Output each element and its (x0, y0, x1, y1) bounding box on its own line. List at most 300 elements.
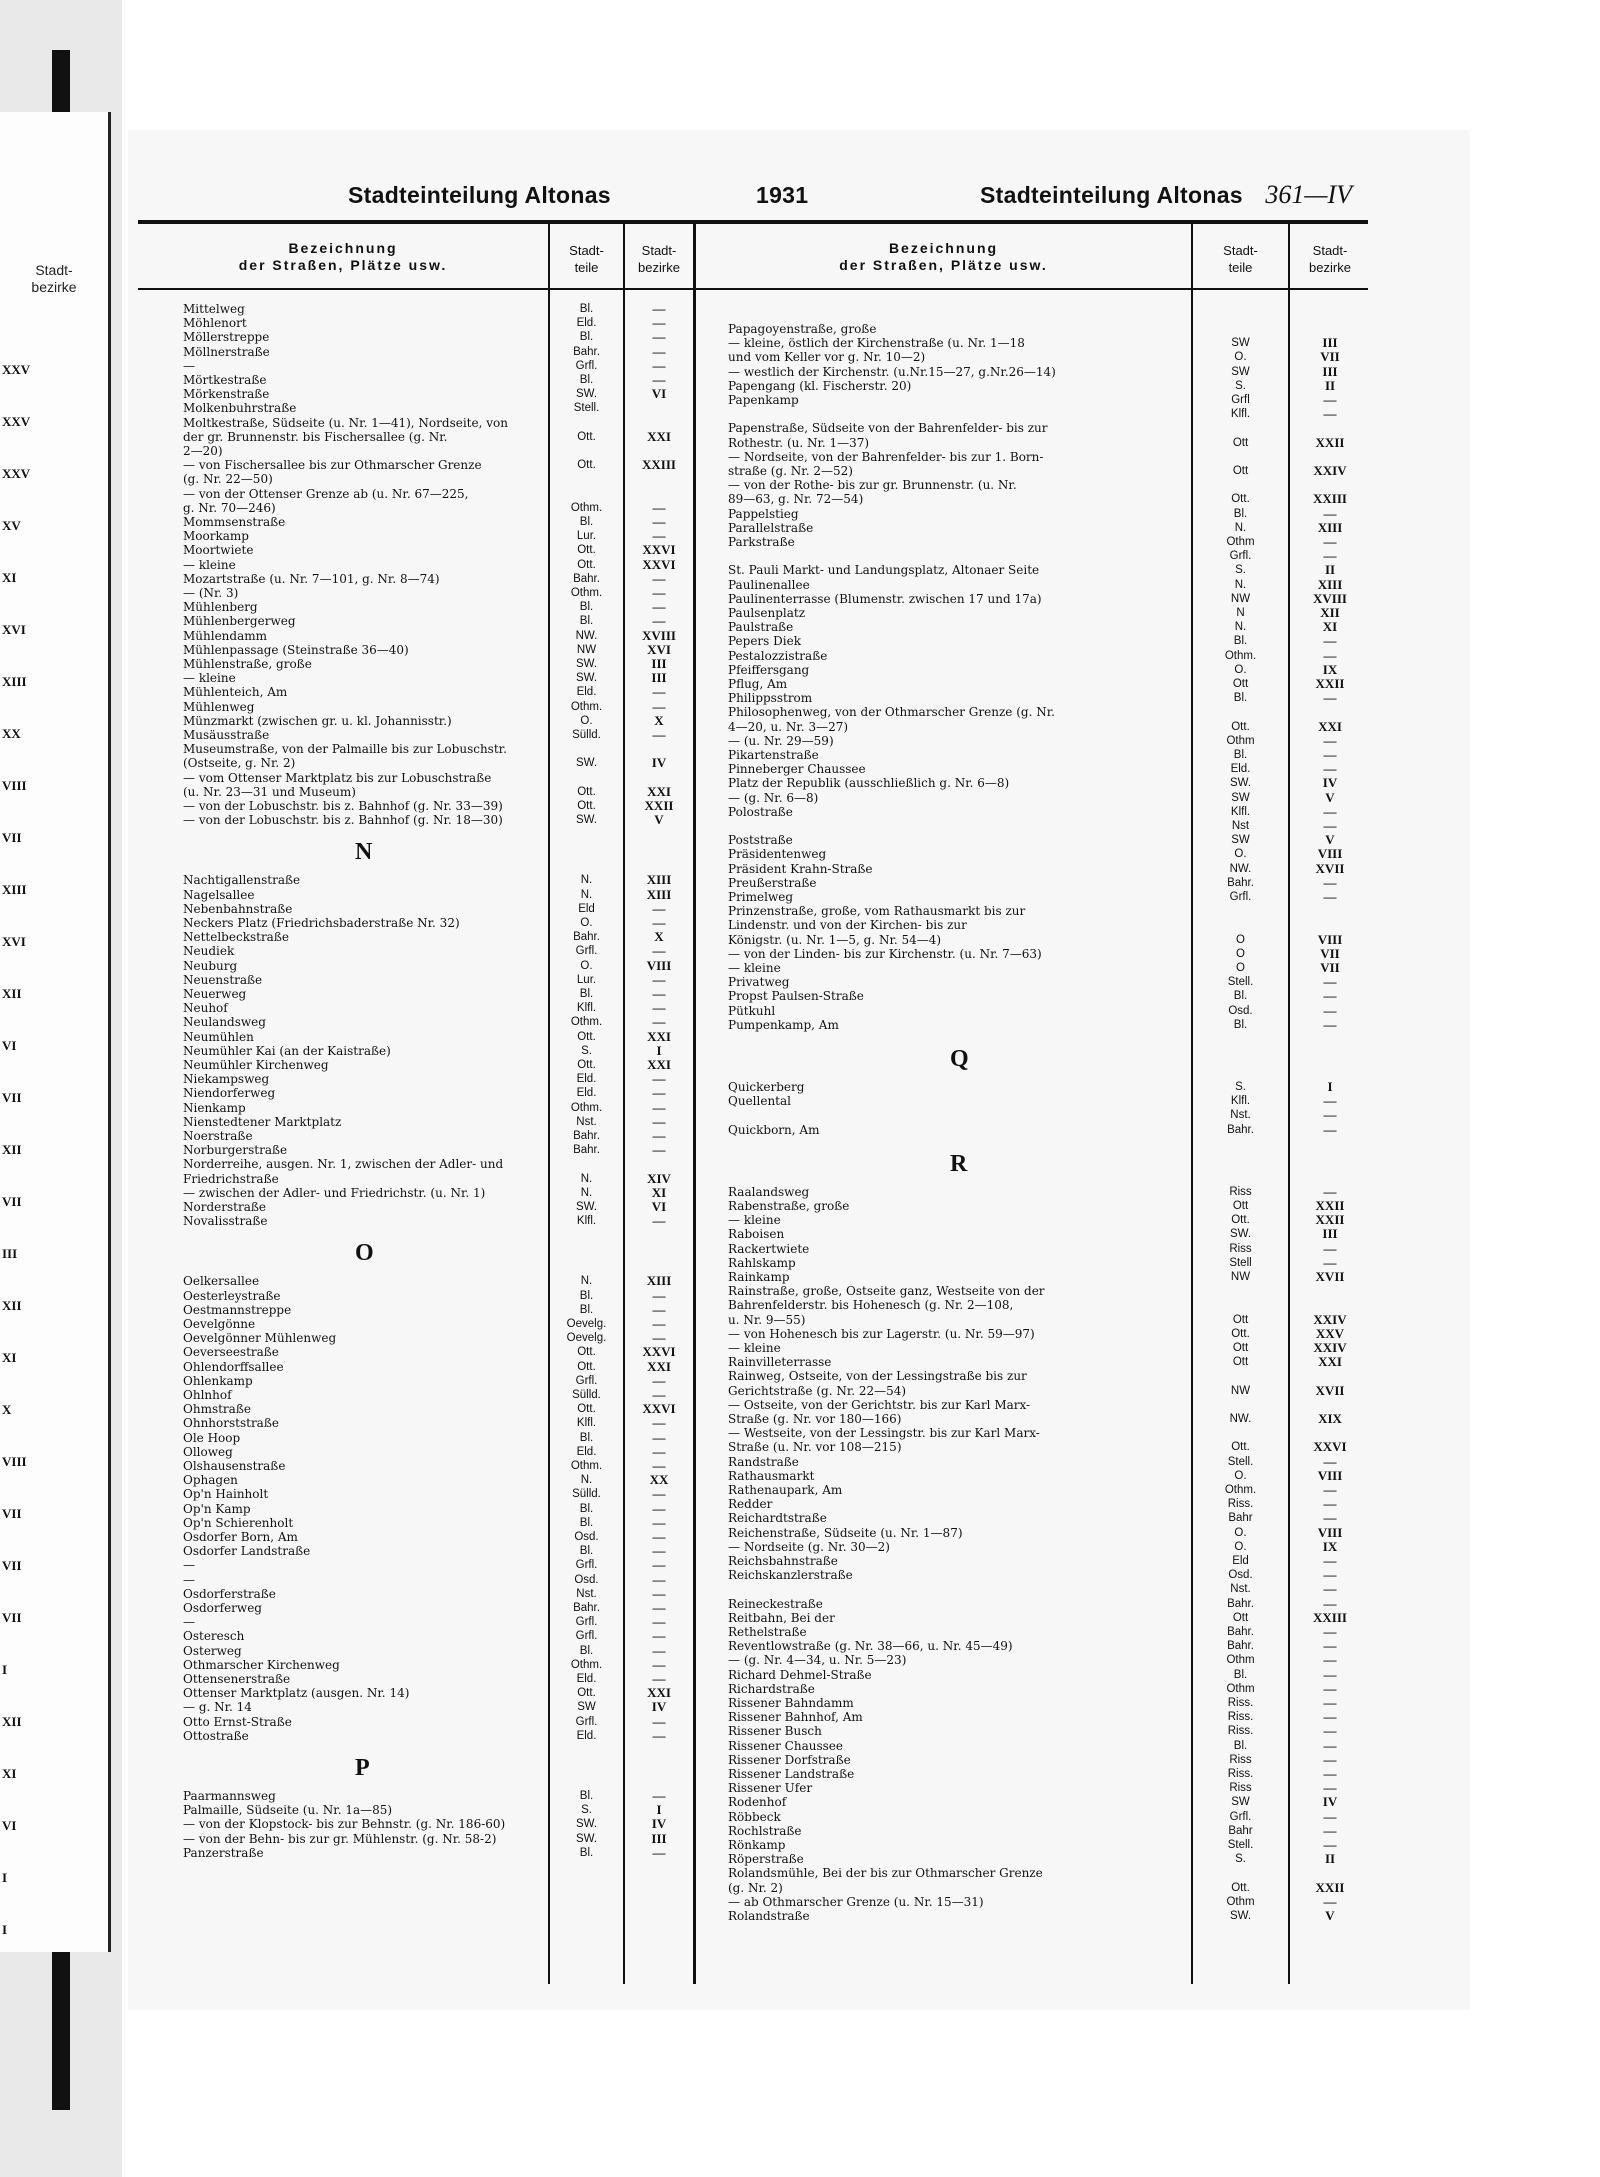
street-row (728, 1497, 1368, 1511)
street-name: Papagoyenstraße, große (728, 322, 877, 336)
street-name: Parkstraße (728, 535, 795, 549)
street-row (728, 720, 1368, 734)
street-row (183, 1186, 693, 1200)
street-name: Möllerstreppe (183, 330, 270, 345)
street-name: — von der Rothe- bis zur gr. Brunnenstr. (u. Nr. (728, 478, 1017, 493)
city-part: Bl. (1233, 1668, 1248, 1681)
street-name: Bahrenfelderstr. bis Hohenesch (g. Nr. 2—108, (728, 1298, 1014, 1313)
city-district: XXI (647, 1358, 671, 1374)
city-district: V (654, 812, 664, 828)
street-row (728, 1568, 1368, 1582)
city-part: N. (580, 1186, 593, 1199)
city-part: Bahr (1228, 1512, 1253, 1525)
city-district: II (1324, 562, 1336, 578)
street-row (183, 1789, 693, 1803)
street-row (183, 1544, 693, 1558)
city-part: Klfl. (1230, 1095, 1251, 1108)
city-district: XXIII (1313, 1609, 1347, 1625)
city-district: — (652, 1557, 666, 1573)
street-row (183, 1817, 693, 1831)
city-part: Othm (1226, 536, 1255, 548)
city-part: Eld. (1230, 763, 1251, 776)
street-row (183, 1803, 693, 1817)
street-row (728, 1639, 1368, 1653)
street-row (183, 586, 693, 600)
city-part: N. (580, 888, 593, 901)
street-name: Papengang (kl. Fischerstr. 20) (728, 378, 912, 393)
street-name: Quellental (728, 1094, 791, 1109)
street-name: Rathausmarkt (728, 1468, 815, 1483)
city-district: XXI (647, 1685, 671, 1701)
city-district: XXVI (642, 1401, 676, 1417)
street-row (183, 657, 693, 671)
city-part: Ott. (577, 544, 596, 557)
street-row (183, 902, 693, 916)
city-part: Bahr. (573, 1130, 600, 1142)
street-row (183, 416, 693, 430)
city-part: Ott (1232, 1611, 1249, 1624)
city-district: — (1323, 1567, 1337, 1583)
street-row (728, 521, 1368, 535)
previous-page-header (0, 112, 108, 296)
street-row (183, 444, 693, 458)
city-district: — (652, 1128, 666, 1143)
street-row (728, 450, 1368, 464)
street-row (183, 430, 693, 444)
street-name: (g. Nr. 2) (728, 1880, 783, 1895)
city-district: XX (649, 1472, 669, 1488)
city-part: Riss (1229, 1753, 1252, 1766)
street-row (183, 1331, 693, 1345)
city-district: — (652, 1788, 666, 1803)
street-row (183, 959, 693, 973)
city-district: XIII (646, 872, 672, 888)
street-row (728, 762, 1368, 776)
city-part: Osd. (1228, 1004, 1253, 1017)
street-row (728, 1526, 1368, 1540)
street-row (183, 1832, 693, 1846)
city-part: Eld. (576, 1673, 597, 1685)
street-name: Rethelstraße (728, 1625, 807, 1639)
street-row (728, 1668, 1368, 1682)
city-part: S. (1235, 1081, 1246, 1093)
city-part: SW. (575, 658, 598, 670)
city-district: — (1323, 1510, 1337, 1526)
city-district: I (656, 1042, 662, 1058)
street-row (183, 1473, 693, 1487)
street-name: Osdorfer Born, Am (183, 1530, 298, 1544)
street-row (183, 1289, 693, 1303)
street-row (183, 572, 693, 586)
city-district: V (1325, 832, 1335, 848)
city-district: XXIV (1313, 1311, 1347, 1327)
city-part: Stell. (1227, 976, 1254, 989)
city-district: — (1323, 1016, 1337, 1032)
city-part: N. (580, 1474, 593, 1487)
city-part: Bl. (1233, 1739, 1248, 1752)
city-part: N. (580, 1172, 593, 1185)
city-part: Othm. (1224, 1484, 1257, 1496)
city-district: XI (1322, 619, 1338, 635)
city-district: XVII (1315, 1269, 1345, 1284)
street-name: Randstraße (728, 1454, 799, 1469)
city-part: O. (1234, 351, 1247, 364)
city-part: Klfl. (1230, 408, 1251, 421)
city-part: Ott (1232, 678, 1249, 690)
street-name: Neumühlen (183, 1029, 254, 1044)
city-part: SW. (575, 757, 598, 770)
street-row (183, 1658, 693, 1672)
street-row (183, 1058, 693, 1072)
city-part: Eld (1232, 1555, 1249, 1567)
street-row (183, 1846, 693, 1860)
city-district: — (652, 315, 666, 331)
street-row (728, 1284, 1368, 1298)
street-name: Rabenstraße, große (728, 1199, 850, 1213)
city-part: Bl. (579, 374, 594, 386)
city-part: Eld. (576, 1087, 597, 1100)
section-letter: Q (950, 1046, 969, 1072)
previous-page-numeral: VII (2, 1610, 22, 1625)
street-row (183, 629, 693, 643)
running-head-right: Stadteinteilung Altonas (980, 182, 1243, 208)
street-name: Rainkamp (728, 1270, 790, 1284)
street-row (728, 421, 1368, 435)
street-name: Richard Dehmel-Straße (728, 1667, 872, 1682)
city-part: Eld (578, 902, 595, 915)
street-row (183, 359, 693, 373)
districts-header-left-line1: Stadt- (641, 243, 677, 258)
parts-header-left (550, 242, 623, 276)
city-part: Grfl. (575, 1374, 598, 1387)
street-name: Ottensenerstraße (183, 1672, 291, 1686)
city-part: Bl. (579, 1303, 594, 1316)
street-name: (Ostseite, g. Nr. 2) (183, 756, 296, 771)
city-part: SW. (1229, 1910, 1252, 1922)
city-district: — (652, 1543, 666, 1559)
street-row (728, 776, 1368, 790)
city-district: — (1323, 1482, 1337, 1497)
section-letter: R (950, 1150, 968, 1177)
street-name: — von Hohenesch bis zur Lagerstr. (u. Nr. 59—97) (728, 1326, 1035, 1341)
street-row (183, 700, 693, 714)
street-name: Paarmannsweg (183, 1789, 276, 1803)
city-part: Bahr. (1227, 1123, 1254, 1136)
street-row (728, 1094, 1368, 1108)
street-row (728, 407, 1368, 421)
city-part: N. (1234, 621, 1247, 634)
city-district: IV (651, 1816, 667, 1832)
street-name: Privatweg (728, 975, 790, 990)
street-name: Neudiek (183, 944, 235, 959)
city-district: — (652, 1614, 666, 1630)
city-district: — (652, 1014, 666, 1030)
city-part: Bahr (1228, 1824, 1253, 1837)
street-row (728, 1355, 1368, 1369)
city-part: Bl. (579, 1846, 594, 1859)
street-name: Neckers Platz (Friedrichsbaderstraße Nr. 32) (183, 916, 460, 930)
street-row (728, 1767, 1368, 1781)
street-name: Op'n Hainholt (183, 1487, 269, 1502)
street-name: — von der Ottenser Grenze ab (u. Nr. 67—225, (183, 486, 469, 501)
city-part: O. (1234, 663, 1247, 676)
city-district: VIII (1317, 1524, 1343, 1540)
street-row (183, 316, 693, 330)
street-row (183, 487, 693, 501)
city-district: — (652, 1628, 666, 1644)
city-part: Eld. (576, 1445, 597, 1458)
street-name: Rissener Chaussee (728, 1738, 843, 1753)
previous-page-numeral: XVI (2, 622, 26, 637)
city-district: III (651, 1830, 667, 1846)
street-row (183, 930, 693, 944)
city-part: Ott. (577, 1030, 596, 1043)
previous-page-numeral: I (2, 1662, 8, 1677)
street-row (728, 1483, 1368, 1497)
street-name: Ohlendorffsallee (183, 1359, 284, 1374)
city-district: — (652, 1000, 666, 1016)
previous-page-numeral: VII (2, 1194, 22, 1209)
city-district: — (652, 613, 666, 629)
city-district: XXIII (642, 457, 676, 473)
street-row (728, 1852, 1368, 1866)
city-part: Bl. (579, 615, 594, 628)
street-name: Präsident Krahn-Straße (728, 861, 873, 876)
street-name: — kleine (728, 1341, 781, 1355)
city-district: XXII (1315, 1198, 1345, 1213)
street-row (728, 1582, 1368, 1596)
street-row (183, 1729, 693, 1743)
city-district: — (1323, 633, 1337, 649)
city-district: — (1323, 392, 1337, 407)
street-name: Oevelgönner Mühlenweg (183, 1331, 337, 1346)
city-part: NW. (575, 629, 598, 642)
previous-page-numeral: XXV (2, 362, 31, 377)
city-district: — (652, 727, 666, 742)
city-district: VI (651, 1199, 667, 1214)
city-part: Othm (1226, 1895, 1255, 1908)
street-name: Moltkestraße, Südseite (u. Nr. 1—41), Nordseite, von (183, 415, 508, 430)
city-district: — (1323, 534, 1337, 549)
city-district: XXI (647, 428, 671, 444)
designation-header-right-line2: der Straßen, Plätze usw. (839, 257, 1048, 273)
street-name: Osterweg (183, 1643, 242, 1658)
city-district: I (1327, 1079, 1333, 1094)
street-name: — g. Nr. 14 (183, 1700, 252, 1715)
city-part: Eld. (576, 1729, 597, 1742)
street-name: Reichenstraße, Südseite (u. Nr. 1—87) (728, 1525, 963, 1540)
city-district: — (1323, 1751, 1337, 1767)
street-name: Röperstraße (728, 1852, 804, 1867)
street-name: Reichardtstraße (728, 1511, 827, 1526)
street-name: Mühlenweg (183, 699, 255, 714)
previous-page-numeral: VII (2, 1558, 22, 1573)
street-name: Reineckestraße (728, 1596, 823, 1611)
city-part: Ott. (577, 785, 596, 798)
street-name: Nagelsallee (183, 887, 255, 902)
street-name: Mühlendamm (183, 628, 268, 643)
street-row (728, 791, 1368, 805)
street-row (728, 904, 1368, 918)
street-row (183, 614, 693, 628)
street-name: — kleine (728, 961, 781, 975)
street-name: — Westseite, von der Lessingstr. bis zur Karl Marx- (728, 1426, 1040, 1441)
street-name: Möllnerstraße (183, 344, 270, 359)
city-part: Othm. (570, 587, 603, 599)
street-name: Osdorfer Landstraße (183, 1544, 311, 1559)
city-district: — (652, 1213, 666, 1229)
districts-header-left (625, 242, 693, 276)
city-district: — (1323, 1638, 1337, 1654)
city-district: — (652, 585, 666, 600)
street-name: Nettelbeckstraße (183, 930, 289, 945)
street-row (728, 592, 1368, 606)
city-district: XVII (1315, 860, 1345, 876)
street-name: — von der Behn- bis zur gr. Mühlenstr. (g. Nr. 58-2) (183, 1831, 497, 1846)
city-part: Osd. (574, 1531, 599, 1543)
city-district: — (1323, 505, 1337, 521)
city-district: — (652, 971, 666, 987)
street-name: Mühlenberg (183, 600, 258, 615)
previous-page-numeral: XIII (2, 882, 27, 897)
street-name: Ohlnhof (183, 1388, 232, 1402)
street-row (728, 1781, 1368, 1795)
city-district: I (656, 1802, 662, 1818)
city-district: — (652, 1071, 666, 1087)
city-part: N. (1234, 578, 1247, 591)
street-name: (u. Nr. 23—31 und Museum) (183, 784, 356, 799)
street-name: Rolandsmühle, Bei der bis zur Othmarscher Grenze (728, 1866, 1043, 1881)
city-part: Ott. (577, 800, 596, 812)
city-part: SW. (575, 672, 598, 685)
street-row (728, 634, 1368, 648)
previous-page-header-line2: bezirke (31, 279, 77, 295)
street-row (728, 890, 1368, 904)
city-part: Bahr. (573, 345, 600, 358)
city-part: Othm (1226, 1682, 1255, 1695)
city-part: Klfl. (576, 1002, 597, 1015)
city-district: VII (1320, 349, 1340, 365)
city-part: Oevelg. (566, 1318, 607, 1330)
street-row (183, 1700, 693, 1714)
city-district: — (652, 1316, 666, 1331)
city-district: XXIV (1313, 1340, 1347, 1355)
street-row (183, 671, 693, 685)
city-district: — (1323, 1595, 1337, 1611)
street-row (183, 1530, 693, 1544)
city-district: — (652, 1844, 666, 1860)
street-row (728, 1838, 1368, 1852)
street-row (728, 1795, 1368, 1809)
city-part: Bl. (579, 1516, 594, 1529)
city-part: Lur. (576, 530, 597, 543)
city-district: — (652, 1656, 666, 1672)
city-district: — (1323, 1624, 1337, 1639)
street-row (728, 1108, 1368, 1122)
street-name: Norderstraße (183, 1200, 266, 1214)
city-district: XXV (1315, 1325, 1345, 1341)
street-row (728, 918, 1368, 932)
parts-header-right-line2: teile (1228, 260, 1253, 275)
street-row (728, 1653, 1368, 1667)
city-part: SW. (575, 1201, 598, 1213)
street-row (183, 813, 693, 827)
street-row (728, 1270, 1368, 1284)
city-part: Eld. (576, 1073, 597, 1086)
designation-header-left (138, 240, 548, 274)
street-row (183, 1416, 693, 1430)
city-part: Sülld. (572, 1488, 601, 1501)
city-district: — (652, 915, 666, 930)
street-row (183, 1143, 693, 1157)
city-part: O (1236, 933, 1245, 946)
street-name: St. Pauli Markt- und Landungsplatz, Altonaer Seite (728, 563, 1040, 578)
city-part: SW (1231, 1796, 1250, 1809)
street-row (183, 302, 693, 316)
street-name: Rahlskamp (728, 1255, 796, 1270)
city-district: — (1323, 548, 1337, 564)
street-name: Rodenhof (728, 1795, 787, 1810)
city-district: — (652, 1099, 666, 1115)
running-head-year: 1931 (756, 182, 809, 208)
street-name: Rochlstraße (728, 1823, 802, 1838)
city-part: Grfl (1231, 394, 1250, 406)
street-name: Oesterleystraße (183, 1288, 281, 1303)
street-row (728, 1597, 1368, 1611)
city-part: Ott. (577, 1687, 596, 1700)
street-name: Papenstraße, Südseite von der Bahrenfelder- bis zur (728, 421, 1048, 436)
street-row (728, 393, 1368, 407)
city-district: VIII (1317, 846, 1343, 862)
street-name: Mittelweg (183, 302, 245, 316)
street-row (183, 330, 693, 344)
street-row (183, 387, 693, 401)
street-row (728, 1611, 1368, 1625)
city-district: — (652, 1600, 666, 1615)
street-row (183, 1587, 693, 1601)
street-name: Pestalozzistraße (728, 648, 828, 663)
city-district: — (652, 684, 666, 700)
city-district: XXII (644, 798, 674, 813)
street-row (728, 819, 1368, 833)
street-row (728, 1185, 1368, 1199)
previous-page-numeral: XII (2, 1298, 22, 1313)
street-name: Rolandstraße (728, 1909, 810, 1923)
street-row (728, 1554, 1368, 1568)
city-part: Othm. (570, 1460, 603, 1472)
street-row (728, 350, 1368, 364)
city-district: — (1323, 1723, 1337, 1739)
city-district: — (652, 570, 666, 586)
city-district: — (1323, 406, 1337, 422)
section-letter: O (355, 1240, 374, 1267)
city-part: Ott. (577, 1346, 596, 1359)
city-part: Osd. (1228, 1569, 1253, 1582)
street-row (728, 933, 1368, 947)
city-part: O. (1234, 1469, 1247, 1482)
street-name: Präsidentenweg (728, 847, 827, 862)
city-part: Bahr. (1227, 1640, 1254, 1653)
city-district: IX (1322, 661, 1338, 677)
city-district: — (652, 599, 666, 615)
street-name: Paulstraße (728, 620, 794, 635)
parts-header-right-line1: Stadt- (1223, 243, 1258, 258)
street-row (728, 649, 1368, 663)
city-district: — (1323, 1709, 1337, 1725)
street-name: Pfeiffersgang (728, 662, 810, 677)
street-name: Nachtigallenstraße (183, 873, 301, 888)
city-part: Lur. (576, 973, 597, 986)
